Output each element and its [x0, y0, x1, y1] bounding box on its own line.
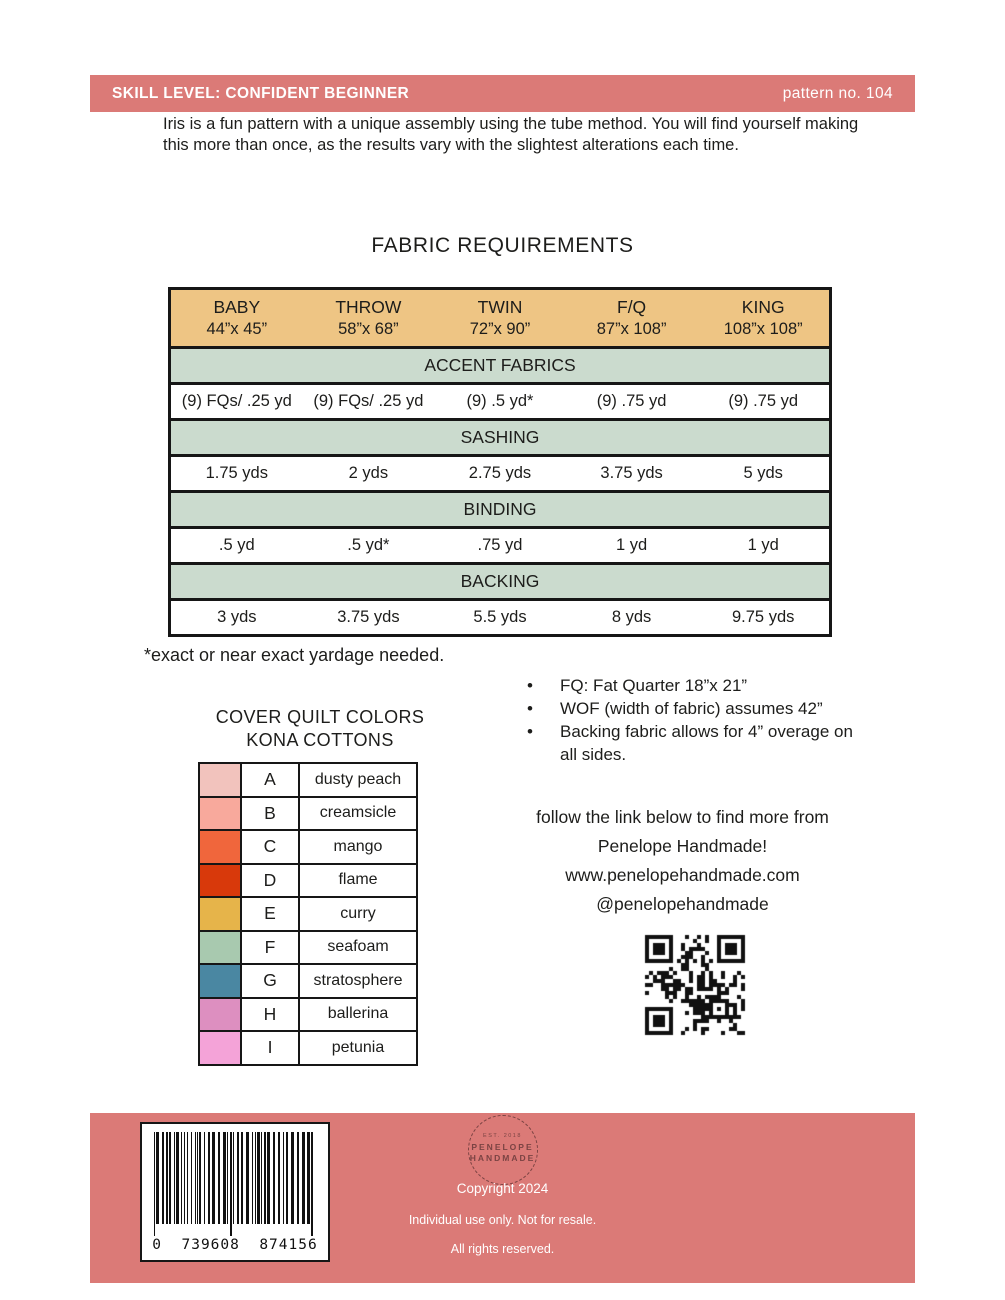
use-restriction-text: Individual use only. Not for resale. — [408, 1213, 597, 1227]
size-column-header — [566, 296, 698, 339]
barcode-bar — [291, 1132, 294, 1224]
logo-line2: HANDMADE — [469, 1153, 536, 1163]
barcode-bar — [278, 1132, 280, 1224]
copyright-text: Copyright 2024 — [456, 1181, 549, 1196]
size-column-header — [171, 296, 303, 339]
color-letter: H — [242, 999, 300, 1031]
color-name: seafoam — [327, 938, 389, 956]
size-dimensions: 72”x 90” — [469, 319, 531, 338]
color-name: dusty peach — [314, 770, 402, 788]
color-row — [200, 898, 416, 932]
barcode-bar — [307, 1132, 310, 1224]
follow-link-text: follow the link below to find more from — [536, 807, 829, 827]
barcode-bar — [233, 1132, 234, 1224]
barcode-bar — [286, 1132, 288, 1224]
yardage-cell: .5 yd* — [347, 536, 390, 555]
header-bar — [90, 75, 915, 112]
barcode-bar — [218, 1132, 220, 1224]
yardage-cell: 3 yds — [217, 608, 257, 627]
rights-reserved-text: All rights reserved. — [450, 1242, 555, 1256]
color-letter: F — [242, 932, 300, 964]
size-dimensions: 58”x 68” — [338, 319, 399, 338]
fabric-requirements-table — [168, 287, 832, 637]
barcode-bar — [264, 1132, 266, 1224]
kona-colors-table — [198, 762, 418, 1066]
barcode-bar — [223, 1132, 226, 1224]
barcode-bar — [297, 1132, 299, 1224]
section-values-row — [171, 601, 829, 634]
color-letter: C — [242, 831, 300, 863]
color-row — [200, 999, 416, 1033]
color-row — [200, 1032, 416, 1064]
color-swatch — [200, 865, 242, 897]
barcode-bar — [252, 1132, 253, 1224]
section-values-row — [171, 385, 829, 421]
yardage-cell: 2 yds — [348, 464, 389, 483]
color-row — [200, 764, 416, 798]
yardage-cell: 1 yd — [616, 536, 648, 555]
color-row — [200, 831, 416, 865]
barcode-bar — [261, 1132, 262, 1224]
barcode-bar — [181, 1132, 182, 1224]
fabric-note-item: • Backing fabric allows for 4” overage on all sides. — [527, 720, 857, 766]
color-row — [200, 932, 416, 966]
fabric-note-item: • FQ: Fat Quarter 18”x 21” — [527, 674, 857, 697]
size-name: BABY — [213, 297, 261, 317]
size-name: F/Q — [617, 297, 647, 317]
yardage-cell: (9) .5 yd* — [466, 392, 534, 411]
color-name: mango — [333, 837, 383, 855]
barcode-bar — [195, 1132, 196, 1224]
size-name: TWIN — [477, 297, 523, 317]
section-band: BACKING — [171, 565, 829, 601]
section-values-row — [171, 457, 829, 493]
barcode-bar — [273, 1132, 275, 1224]
barcode-bar — [156, 1132, 159, 1224]
website-url: www.penelopehandmade.com — [565, 865, 800, 885]
color-swatch — [200, 965, 242, 997]
pattern-number: pattern no. 104 — [782, 84, 893, 102]
yardage-cell: .75 yd — [477, 536, 523, 555]
size-column-header — [303, 296, 435, 339]
color-letter: D — [242, 865, 300, 897]
barcode-bar — [255, 1132, 256, 1224]
size-column-header — [434, 296, 566, 339]
barcode-bar — [174, 1132, 175, 1224]
yardage-footnote: *exact or near exact yardage needed. — [144, 645, 445, 665]
barcode-bar — [184, 1132, 185, 1224]
footer-bar — [90, 1113, 915, 1283]
fabric-note-item: • WOF (width of fabric) assumes 42” — [527, 697, 857, 720]
qr-code-canvas — [640, 930, 750, 1040]
color-letter: E — [242, 898, 300, 930]
color-letter: B — [242, 798, 300, 830]
barcode-bar — [176, 1132, 179, 1224]
size-name: KING — [741, 297, 785, 317]
color-name: stratosphere — [313, 971, 403, 989]
barcode-bar — [241, 1132, 243, 1224]
size-dimensions: 87”x 108” — [596, 319, 667, 338]
barcode-bar — [204, 1132, 205, 1224]
cover-colors-title-line1: COVER QUILT COLORS — [215, 707, 425, 727]
barcode-bar — [257, 1132, 260, 1224]
color-row — [200, 865, 416, 899]
color-letter: G — [242, 965, 300, 997]
barcode-bar — [191, 1132, 192, 1224]
color-name: petunia — [331, 1038, 385, 1056]
yardage-cell: 1.75 yds — [205, 464, 268, 483]
yardage-cell: 3.75 yds — [337, 608, 400, 627]
color-swatch — [200, 798, 242, 830]
cover-colors-title — [120, 706, 520, 752]
barcode-bar — [246, 1132, 249, 1224]
color-row — [200, 798, 416, 832]
barcode-bar — [283, 1132, 284, 1224]
links-block — [490, 803, 875, 919]
logo-est-text: EST. 2018 — [483, 1133, 522, 1139]
yardage-cell: 1 yd — [747, 536, 779, 555]
yardage-cell: .5 yd — [218, 536, 255, 555]
section-values-row — [171, 529, 829, 565]
section-band: ACCENT FABRICS — [171, 349, 829, 385]
yardage-cell: (9) .75 yd — [596, 392, 667, 411]
barcode-bar — [197, 1132, 198, 1224]
qr-code — [640, 930, 750, 1040]
size-column-header — [697, 296, 829, 339]
section-band: SASHING — [171, 421, 829, 457]
barcode-bar — [187, 1132, 188, 1224]
barcode-bar — [199, 1132, 201, 1224]
size-name: THROW — [335, 297, 402, 317]
brand-name-text: Penelope Handmade! — [597, 836, 768, 856]
fabric-notes-list — [527, 674, 857, 766]
barcode-bar — [267, 1132, 270, 1224]
color-letter: A — [242, 764, 300, 796]
yardage-cell: 9.75 yds — [732, 608, 795, 627]
color-name: creamsicle — [319, 804, 397, 822]
social-handle: @penelopehandmade — [596, 894, 769, 914]
yardage-cell: 3.75 yds — [600, 464, 663, 483]
size-dimensions: 44”x 45” — [206, 319, 268, 338]
yardage-cell: (9) .75 yd — [728, 392, 799, 411]
color-swatch — [200, 764, 242, 796]
color-name: flame — [338, 871, 378, 889]
barcode-bar — [302, 1132, 305, 1224]
barcode-bar — [162, 1132, 164, 1224]
intro-text: Iris is a fun pattern with a unique assembly using the tube method. You will find yourself making this more than once, as the results vary with the slightest alterations each time. — [163, 115, 859, 154]
color-swatch — [200, 999, 242, 1031]
color-swatch — [200, 831, 242, 863]
barcode-digits: 0 739608 874156 — [152, 1237, 318, 1253]
barcode-bar — [208, 1132, 210, 1224]
skill-level-label: SKILL LEVEL: CONFIDENT BEGINNER — [112, 84, 410, 102]
color-swatch — [200, 1032, 242, 1064]
barcode-bar — [227, 1132, 228, 1224]
yardage-cell: 8 yds — [611, 608, 652, 627]
yardage-cell: 5 yds — [743, 464, 783, 483]
fabric-requirements-title: FABRIC REQUIREMENTS — [371, 234, 634, 257]
penelope-handmade-logo — [468, 1115, 538, 1185]
yardage-cell: 5.5 yds — [473, 608, 527, 627]
yardage-cell: 2.75 yds — [468, 464, 532, 483]
color-row — [200, 965, 416, 999]
color-letter: I — [242, 1032, 300, 1064]
barcode-bar — [237, 1132, 239, 1224]
barcode-bar — [169, 1132, 171, 1224]
cover-colors-title-line2: KONA COTTONS — [246, 730, 394, 750]
barcode-bar — [212, 1132, 215, 1224]
color-swatch — [200, 898, 242, 930]
size-header-row — [171, 290, 829, 349]
barcode-bar — [166, 1132, 168, 1224]
color-name: ballerina — [327, 1005, 389, 1023]
color-name: curry — [340, 904, 376, 922]
yardage-cell: (9) FQs/ .25 yd — [313, 392, 424, 411]
logo-line1: PENELOPE — [471, 1142, 534, 1152]
size-dimensions: 108”x 108” — [723, 319, 803, 338]
color-swatch — [200, 932, 242, 964]
yardage-cell: (9) FQs/ .25 yd — [181, 392, 292, 411]
section-band: BINDING — [171, 493, 829, 529]
